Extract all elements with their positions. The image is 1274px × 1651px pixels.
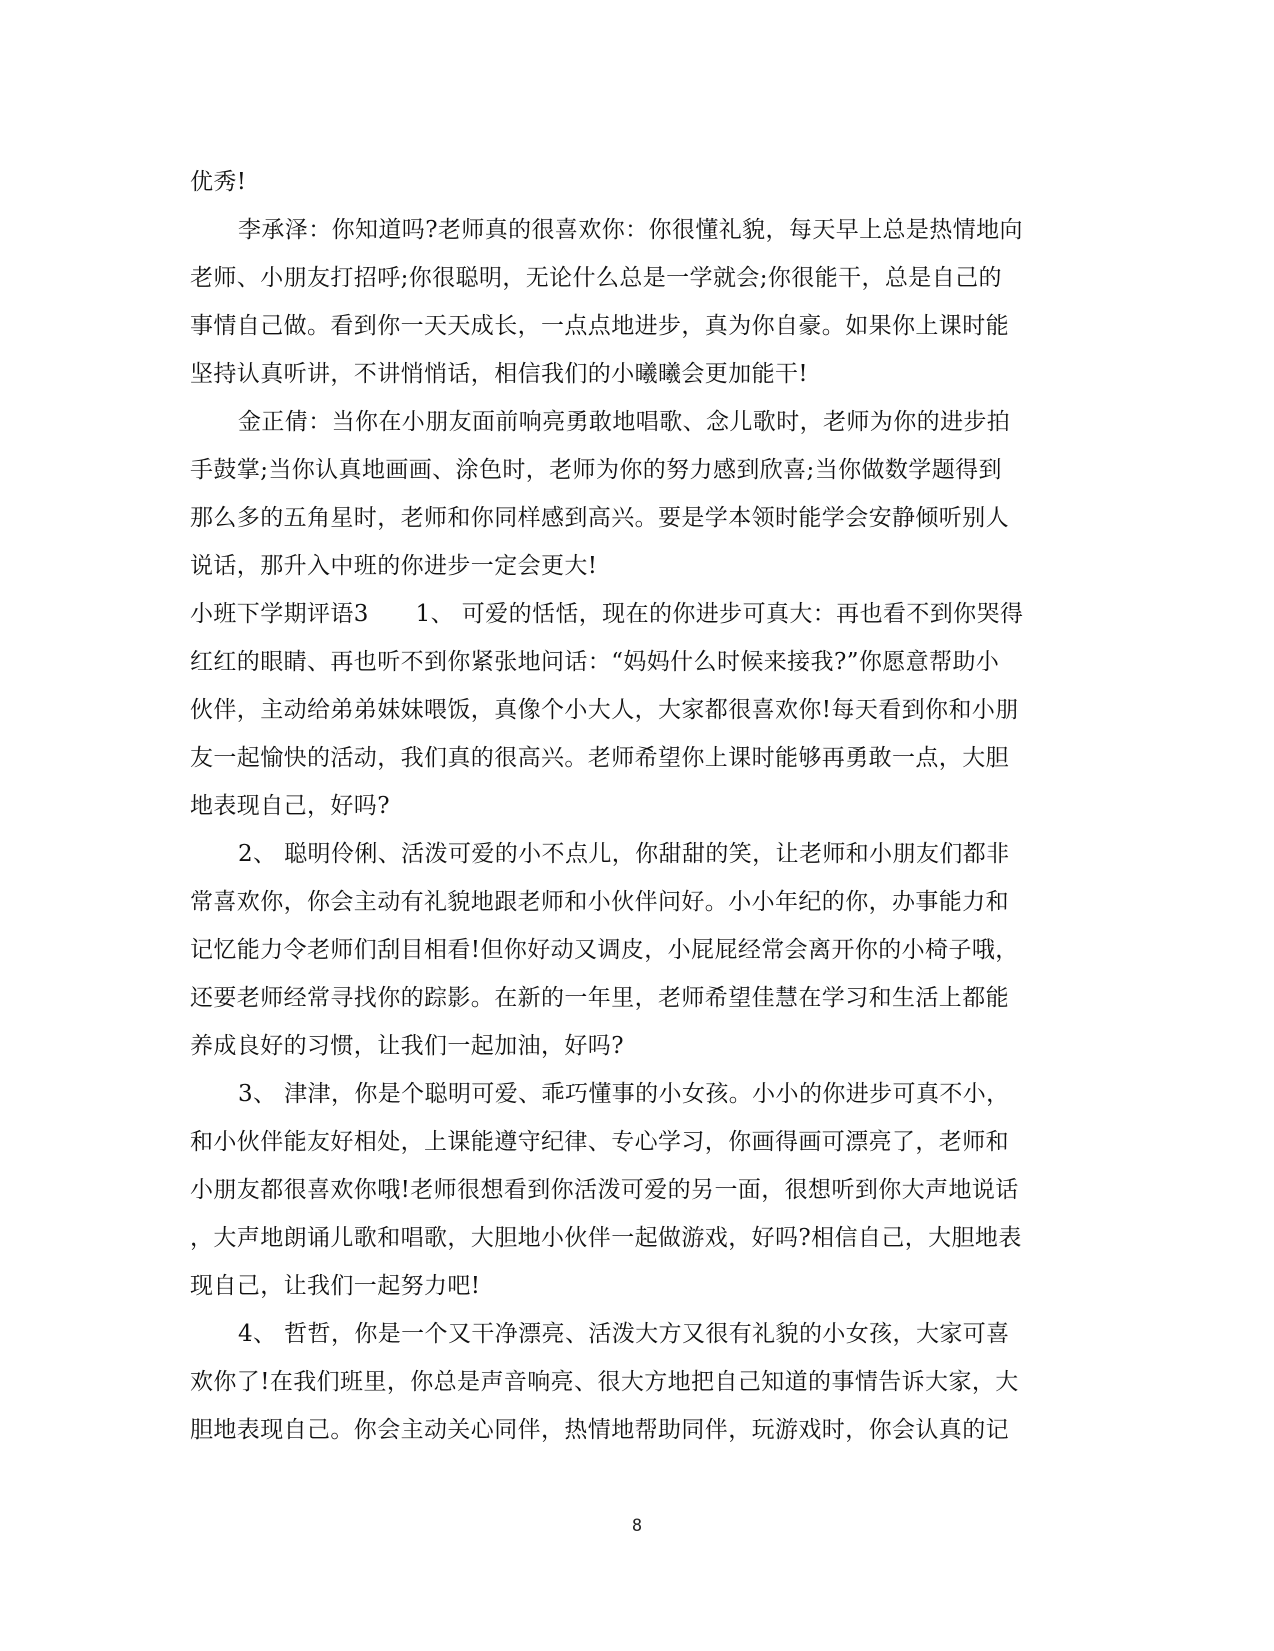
text-line: 事情自己做。看到你一天天成长，一点点地进步，真为你自豪。如果你上课时能 — [190, 313, 1009, 339]
text-line: 2、 聪明伶俐、活泼可爱的小不点儿，你甜甜的笑，让老师和小朋友们都非 — [238, 841, 1010, 867]
text-line: 友一起愉快的活动，我们真的很高兴。老师希望你上课时能够再勇敢一点，大胆 — [190, 745, 1009, 771]
text-line: 红红的眼睛、再也听不到你紧张地问话：“妈妈什么时候来接我?”你愿意帮助小 — [190, 649, 1000, 675]
text-line: 那么多的五角星时，老师和你同样感到高兴。要是学本领时能学会安静倾听别人 — [190, 505, 1009, 531]
text-line: 说话，那升入中班的你进步一定会更大! — [190, 553, 598, 579]
text-line: 常喜欢你，你会主动有礼貌地跟老师和小伙伴问好。小小年纪的你，办事能力和 — [190, 889, 1009, 915]
text-line: 记忆能力令老师们刮目相看!但你好动又调皮，小屁屁经常会离开你的小椅子哦， — [190, 937, 1019, 963]
text-line: 还要老师经常寻找你的踪影。在新的一年里，老师希望佳慧在学习和生活上都能 — [190, 985, 1009, 1011]
text-line: 和小伙伴能友好相处，上课能遵守纪律、专心学习，你画得画可漂亮了，老师和 — [190, 1129, 1009, 1155]
text-line: 欢你了!在我们班里，你总是声音响亮、很大方地把自己知道的事情告诉大家，大 — [190, 1369, 1019, 1395]
page-number: 8 — [631, 1516, 643, 1536]
document-body — [190, 158, 1080, 1454]
text-line: 优秀! — [190, 169, 247, 195]
text-line: 养成良好的习惯，让我们一起加油，好吗? — [190, 1033, 624, 1059]
text-line: 坚持认真听讲，不讲悄悄话，相信我们的小曦曦会更加能干! — [190, 361, 809, 387]
text-line: ，大声地朗诵儿歌和唱歌，大胆地小伙伴一起做游戏，好吗?相信自己，大胆地表 — [190, 1225, 1022, 1251]
text-line: 3、 津津，你是个聪明可爱、乖巧懂事的小女孩。小小的你进步可真不小， — [238, 1081, 1010, 1107]
text-line: 手鼓掌;当你认真地画画、涂色时，老师为你的努力感到欣喜;当你做数学题得到 — [190, 457, 1002, 483]
text-line: 小朋友都很喜欢你哦!老师很想看到你活泼可爱的另一面，很想听到你大声地说话 — [190, 1177, 1019, 1203]
text-line: 现自己，让我们一起努力吧! — [190, 1273, 481, 1299]
text-line: 李承泽：你知道吗?老师真的很喜欢你：你很懂礼貌，每天早上总是热情地向 — [238, 217, 1023, 243]
text-line: 金正倩：当你在小朋友面前响亮勇敢地唱歌、念儿歌时，老师为你的进步拍 — [238, 409, 1011, 435]
text-line: 胆地表现自己。你会主动关心同伴，热情地帮助同伴，玩游戏时，你会认真的记 — [190, 1417, 1009, 1443]
text-line: 伙伴，主动给弟弟妹妹喂饭，真像个小大人，大家都很喜欢你!每天看到你和小朋 — [190, 697, 1019, 723]
text-line: 地表现自己，好吗? — [190, 793, 390, 819]
text-line: 老师、小朋友打招呼;你很聪明，无论什么总是一学就会;你很能干，总是自己的 — [190, 265, 1002, 291]
section-heading-line: 小班下学期评语3 1、 可爱的恬恬，现在的你进步可真大：再也看不到你哭得 — [190, 601, 1024, 627]
text-line: 4、 哲哲，你是一个又干净漂亮、活泼大方又很有礼貌的小女孩，大家可喜 — [238, 1321, 1010, 1347]
